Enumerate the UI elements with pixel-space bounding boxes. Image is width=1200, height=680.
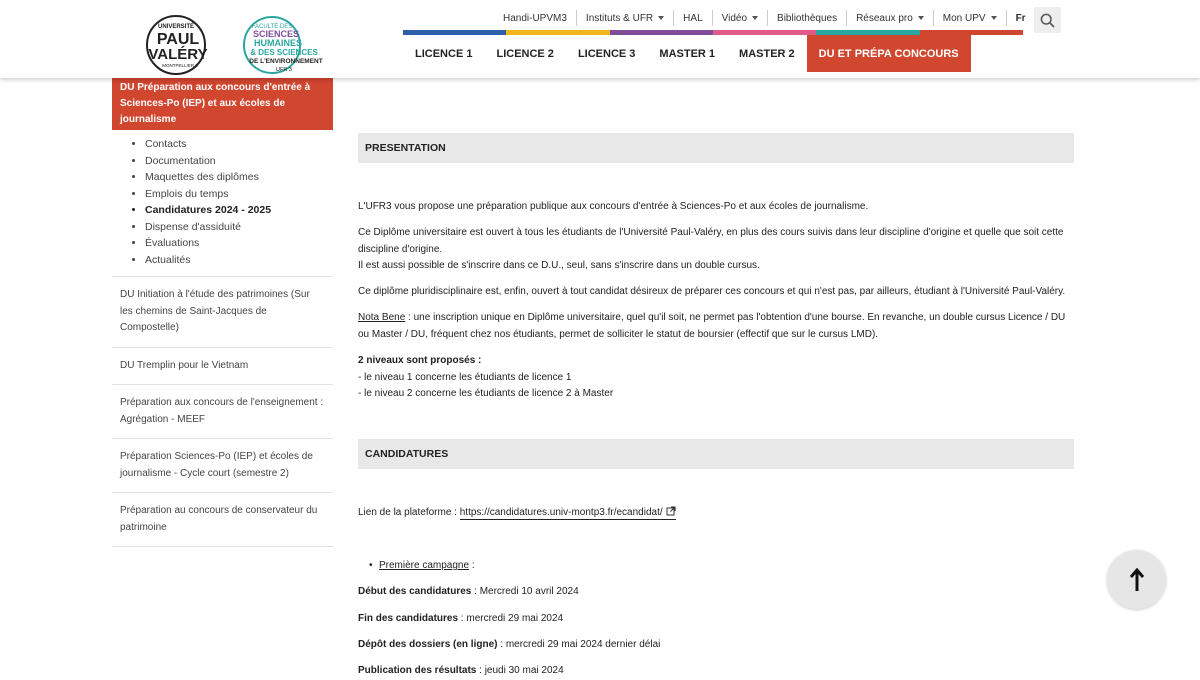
mainnav-licence-2[interactable]: LICENCE 2 [496,47,554,60]
sidebar-sub-emplois-du-temps[interactable]: • Emplois du temps [145,186,333,203]
topnav-mon-upv[interactable] [933,10,1006,26]
faculty-logo[interactable] [232,14,334,76]
sidebar-submenu [112,130,333,277]
nota-bene-text: : une inscription unique en Diplôme universitaire, quel qu'il soit, ne permet pas l'obtention d'une bourse. En revanche, un double cursus Licence / DU ou Master / DU, fréquent chez nos étudiants, permet de solliciter le statut de boursier (effectif que sur le cursus LMD). [358,312,1066,340]
sidebar-item-patrimoines[interactable]: DU Initiation à l'étude des patrimoines (Sur les chemins de Saint-Jacques de Compostelle) [112,277,333,348]
sidebar-sub-candidatures[interactable]: • Candidatures 2024 - 2025 [145,202,333,219]
paragraph-pluridisciplinaire: Ce diplôme pluridisciplinaire est, enfin, ouvert à tout candidat désireux de préparer ces concours et qui n'est pas, par ailleurs, étudiant à l'Université Paul-Valéry. [358,286,1066,297]
search-icon [1040,13,1055,28]
sidebar-sub-evaluations[interactable]: • Évaluations [145,235,333,252]
date-end [358,611,1074,628]
svg-text:VALÉRY: VALÉRY [148,46,208,63]
mainnav-master-1[interactable]: MASTER 1 [659,47,716,60]
caret-down-icon [752,16,758,20]
top-utility-nav [494,8,1059,28]
sidebar-sub-actualites[interactable]: • Actualités [145,252,333,269]
date-start-value: : Mercredi 10 avril 2024 [471,586,579,597]
first-campaign-suffix: : [469,560,475,571]
topnav-hal[interactable] [673,10,711,26]
svg-text:& DES SCIENCES: & DES SCIENCES [250,48,318,57]
svg-text:PAUL: PAUL [156,31,200,48]
topnav-mon-upv-label: Mon UPV [942,12,986,24]
mainnav-licence-3[interactable]: LICENCE 3 [577,47,636,60]
section-title-presentation: PRESENTATION [358,133,1074,163]
topnav-handi-label: Handi-UPVM3 [503,12,567,24]
date-start-label: Début des candidatures [358,586,472,597]
sidebar-item-agregation-meef[interactable]: Préparation aux concours de l'enseignement : Agrégation - MEEF [112,385,333,439]
date-deposit-label: Dépôt des dossiers (en ligne) [358,639,498,650]
platform-line [358,505,1074,522]
svg-text:MONTPELLIER 3: MONTPELLIER 3 [162,63,198,68]
topnav-instituts[interactable] [576,10,673,26]
caret-down-icon [918,16,924,20]
sidebar-sub-maquettes[interactable]: • Maquettes des diplômes [145,169,333,186]
levels-title: 2 niveaux sont proposés : [358,355,482,366]
date-deposit [358,637,1074,654]
sidebar-sub-dispense[interactable]: • Dispense d'assiduité [145,219,333,236]
nota-bene-label: Nota Bene [358,312,406,323]
platform-label: Lien de la plateforme : [358,507,460,518]
language-label: Fr [1015,12,1026,24]
sidebar-item-active[interactable]: DU Préparation aux concours d'entrée à Sciences-Po (IEP) et aux écoles de journalisme [112,78,333,130]
mainnav-master-2[interactable]: MASTER 2 [739,47,795,60]
topnav-hal-label: HAL [683,12,703,24]
date-end-label: Fin des candidatures [358,613,459,624]
platform-link[interactable] [460,507,676,520]
section-title-candidatures: CANDIDATURES [358,439,1074,469]
arrow-up-icon [1129,568,1145,592]
svg-text:SCIENCES: SCIENCES [252,29,300,39]
sidebar-item-cycle-court[interactable]: Préparation Sciences-Po (IEP) et écoles de journalisme - Cycle court (semestre 2) [112,439,333,493]
intro-paragraph: L'UFR3 vous propose une préparation publique aux concours d'entrée à Sciences-Po et aux écoles de journalisme. [358,201,869,212]
paragraph-du-alone-text: Il est aussi possible de s'inscrire dans ce D.U., seul, sans s'inscrire dans un double cursus. [358,260,760,271]
mainnav-du-prepa-concours[interactable]: DU ET PRÉPA CONCOURS [807,35,971,72]
site-header [0,0,1200,78]
date-end-value: : mercredi 29 mai 2024 [458,613,564,624]
date-start [358,584,1074,601]
topnav-bibliotheques[interactable] [767,10,846,26]
svg-text:HUMAINES: HUMAINES [253,38,303,48]
svg-text:UFR 3: UFR 3 [276,67,292,73]
svg-text:DE L'ENVIRONNEMENT: DE L'ENVIRONNEMENT [249,58,323,65]
date-results [358,663,1074,680]
first-campaign-link[interactable]: Première campagne [379,560,470,571]
scroll-to-top-button[interactable] [1107,550,1166,609]
sidebar-item-conservateur[interactable]: Préparation au concours de conservateur du patrimoine [112,493,333,547]
main-nav [403,35,971,72]
svg-text:FACULTÉ DES: FACULTÉ DES [251,24,293,30]
topnav-instituts-label: Instituts & UFR [585,12,654,24]
topnav-reseaux-pro[interactable] [846,10,933,26]
university-logo[interactable] [138,14,218,76]
caret-down-icon [658,16,664,20]
first-campaign-item [379,558,979,575]
paragraph-nota-bene [358,310,1074,343]
sidebar-sub-documentation[interactable]: • Documentation [145,153,333,170]
platform-link-text: https://candidatures.univ-montp3.fr/ecandidat/ [459,507,663,518]
caret-down-icon [991,16,997,20]
date-deposit-value: : mercredi 29 mai 2024 dernier délai [497,639,661,650]
sidebar-sub-contacts[interactable]: • Contacts [145,136,333,153]
topnav-bibliotheques-label: Bibliothèques [777,12,838,24]
level-1-text: - le niveau 1 concerne les étudiants de licence 1 [358,371,572,383]
external-link-icon [666,506,676,516]
paragraph-levels [358,353,1074,403]
topnav-handi[interactable] [494,10,576,26]
mainnav-licence-1[interactable]: LICENCE 1 [415,47,473,60]
search-button[interactable] [1034,7,1061,33]
date-results-label: Publication des résultats [358,665,477,676]
date-results-value: : jeudi 30 mai 2024 [476,665,564,676]
level-2-text: - le niveau 2 concerne les étudiants de licence 2 à Master [358,388,614,399]
paragraph-du-open-text: Ce Diplôme universitaire est ouvert à tous les étudiants de l'Université Paul-Valéry, en plus des cours suivis dans leur discipline d'origine et quelle que soit cette discipline d'origine. [358,227,1064,255]
topnav-video-label: Vidéo [721,12,748,24]
paragraph-du-open [358,225,1074,275]
topnav-reseaux-label: Réseaux pro [856,12,913,24]
topnav-video[interactable] [712,10,767,26]
sidebar [112,78,333,547]
sidebar-item-vietnam[interactable]: DU Tremplin pour le Vietnam [112,348,333,386]
svg-text:UNIVERSITÉ: UNIVERSITÉ [157,24,195,30]
